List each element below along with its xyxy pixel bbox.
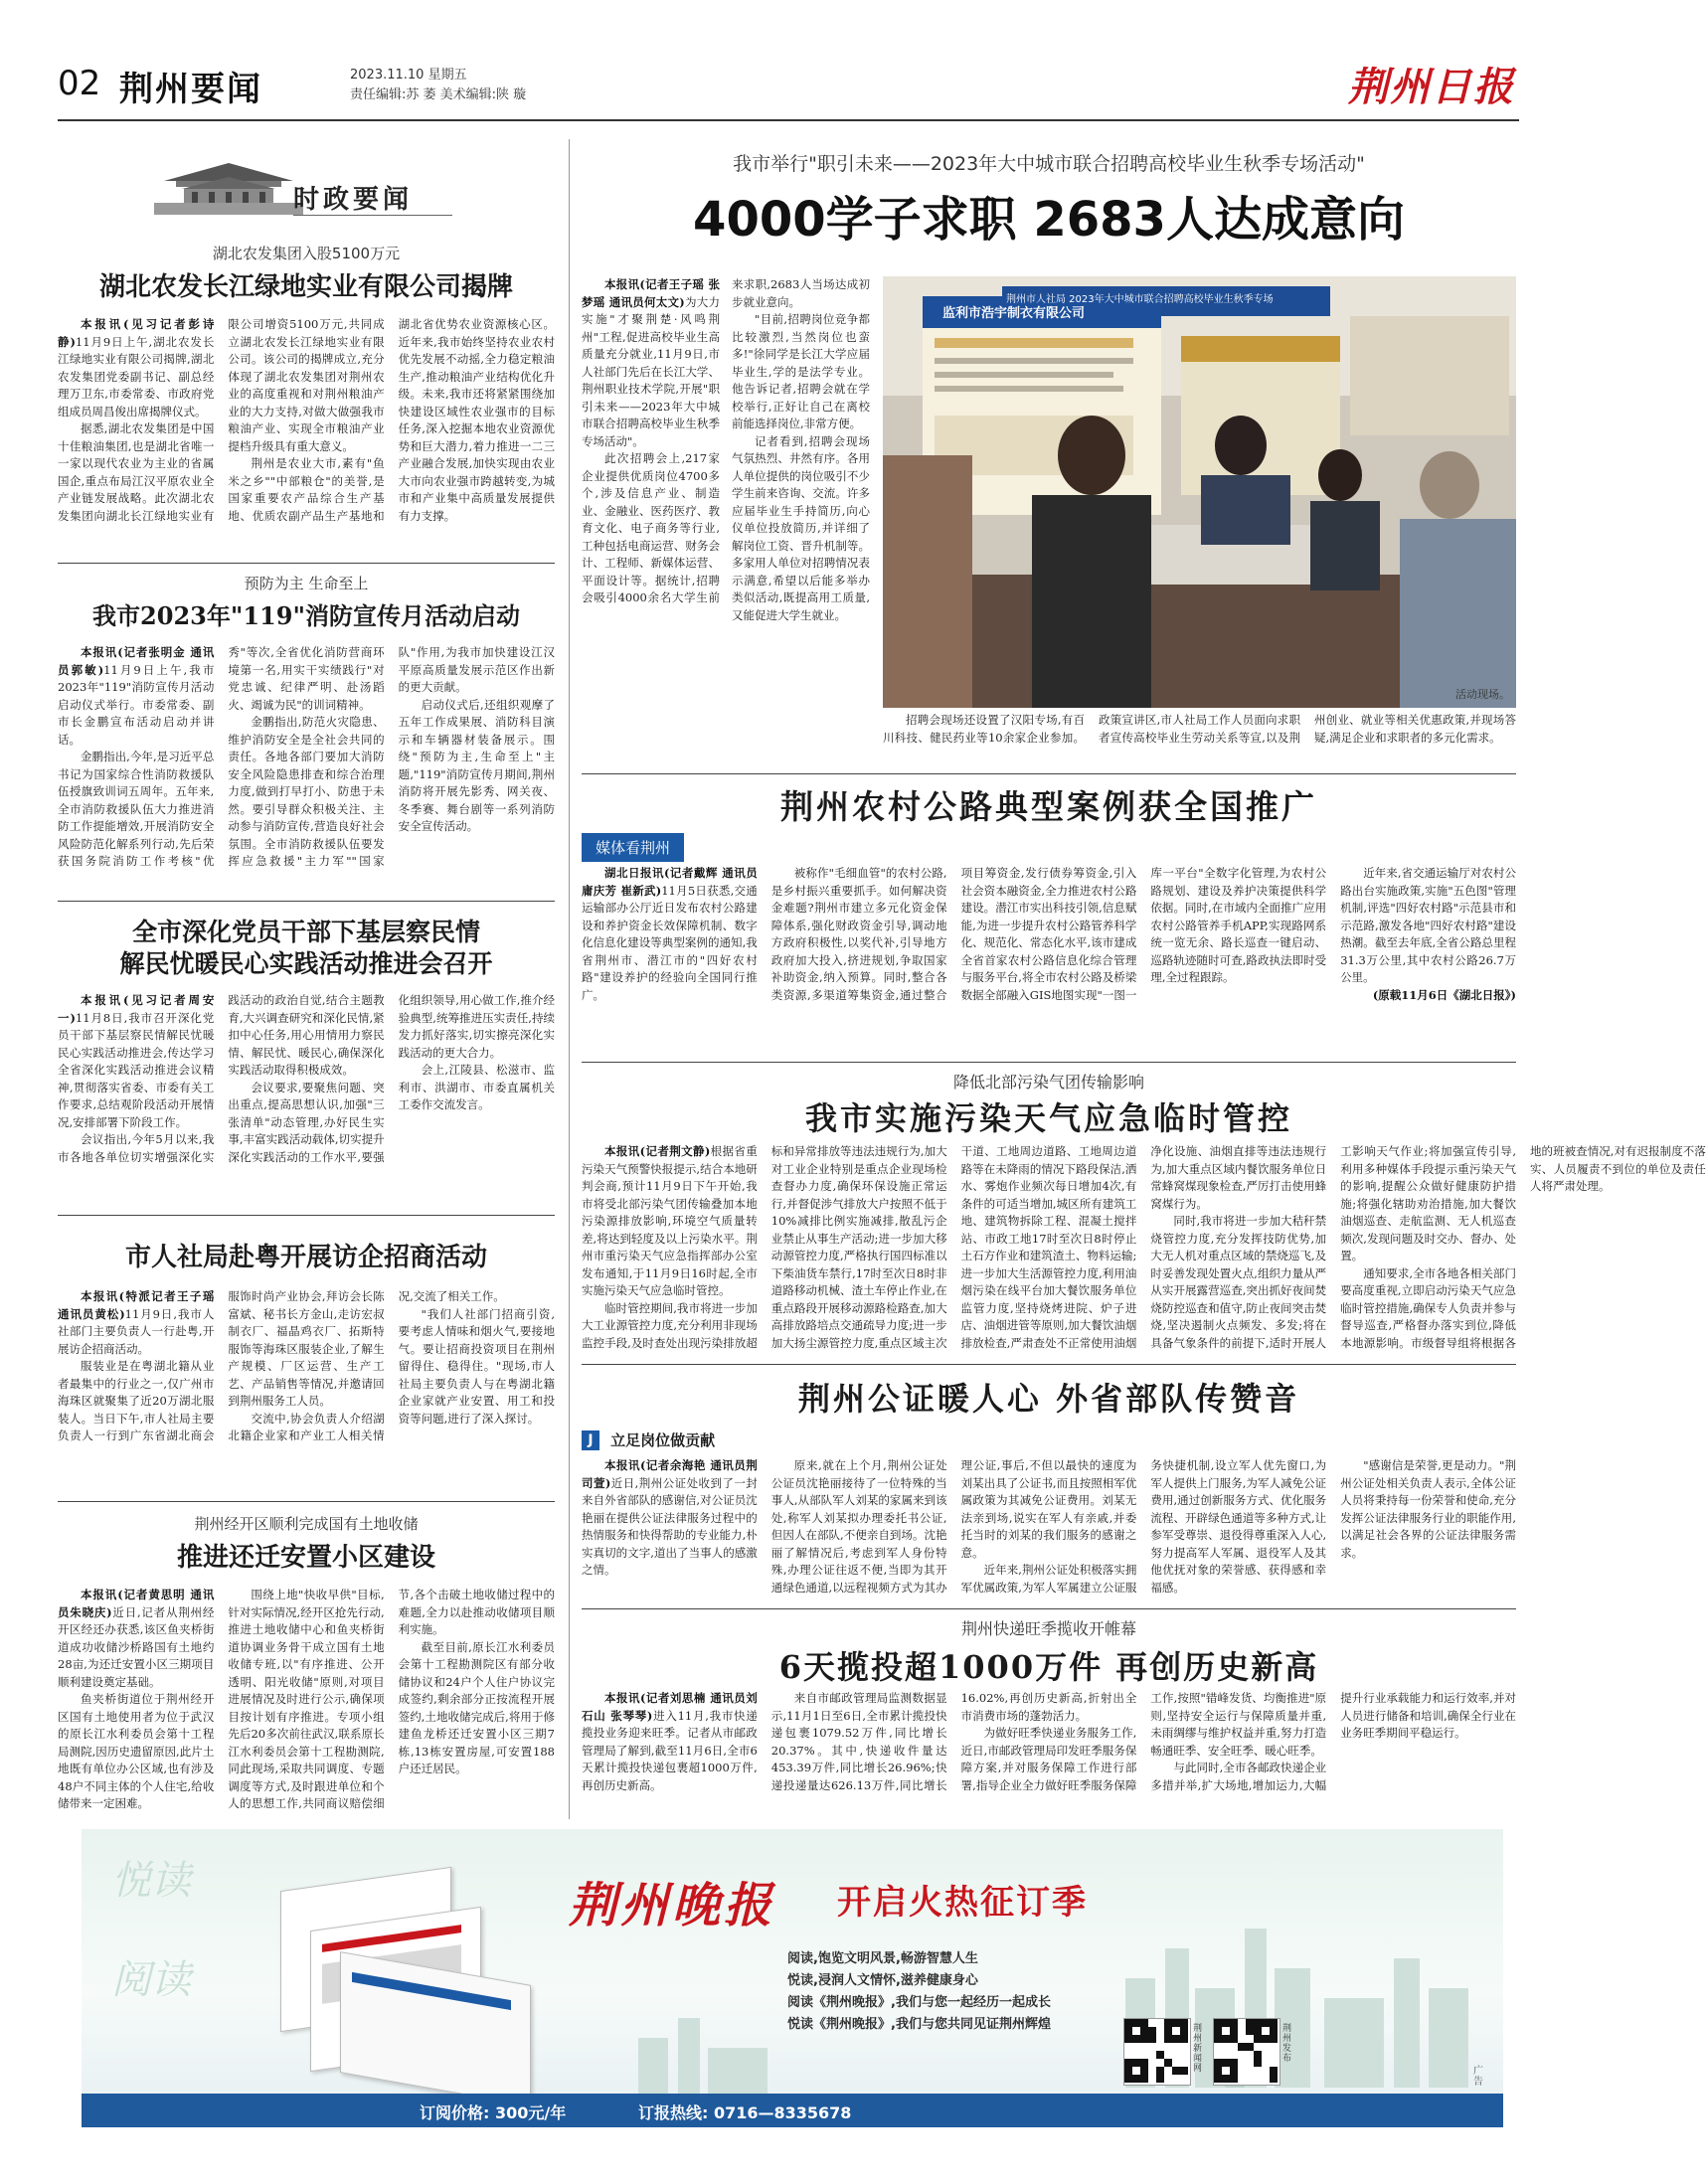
article10-lead: 本报讯(记者刘思楠 通讯员刘石山 张琴琴) bbox=[582, 1691, 758, 1723]
newspaper-stack-illustration bbox=[241, 1859, 539, 2088]
article3-para: 会议指出,今年5月以来,我市各地各单位切实增强深化实践活动的政治自觉,结合主题教育,大兴调查研究和深化民情,紧扣中心任务,用心用情用力察民情、解民忧、暖民心,确保深化实践活动取得积极成效。 bbox=[58, 993, 385, 1164]
article2-para: 金鹏指出,今年,是习近平总书记为国家综合性消防救援队伍授旗致训词五周年。五年来,全市消防救援队伍大力推进消防工作提能增效,开展消防安全风险防范化解系列行动,先后荣获国务院消防工作考核"优秀"等次,全省优化消防营商环境第一名,用实干实绩践行"对党忠诚、纪律严明、赴汤蹈火、竭诚为民"的训词精神。 bbox=[58, 645, 385, 868]
article10-kicker: 荆州快递旺季揽收开帷幕 bbox=[960, 1619, 1136, 1638]
article5-para: 鱼夹桥街道位于荆州经开区国有土地使用者为位于武汉的原长江水利委员会第十工程局测院,因历史遗留原因,此片土地既有单位办公区域,也有涉及48户不同主体的个人住宅,给收储带来一定困难。 bbox=[58, 1692, 215, 1810]
article2-headline: 我市2023年"119"消防宣传月活动启动 bbox=[92, 601, 520, 630]
article5-para: 围绕上地"快收早供"目标,针对实际情况,经开区抢先行动,推进土地收储中心和鱼夹桥街道协调业务骨干成立国有土地收储专班,以"有序推进、公开透明、阳光收储"原则,对项目进展情况及时进行公示,确保项目按计划有序推进。专项小组先后20多次前往武汉,联系原长江水利委员会第十工程勘测院,同此现场,采取共同调度、专题调度等方式,及时跟进单位和个人的思想工作,共同商议赔偿细节,各个击破土地收储过程中的难题,全力以赴推动收储项目顺利实施。 bbox=[228, 1588, 555, 1810]
article10-para: 与此同时,全市各邮政快递企业多措并举,扩大场地,增加运力,大幅提升行业承载能力和运行效率,并对人员进行储备和培训,确保全行业在业务旺季期间平稳运行。 bbox=[1150, 1691, 1516, 1792]
job-fair-photo bbox=[883, 276, 1516, 708]
article7-source: (原载11月6日《湖北日报》) bbox=[1372, 987, 1516, 1002]
qr-code-release bbox=[1213, 2018, 1280, 2086]
article6-para: "目前,招聘岗位竞争都比较激烈,当然岗位也蛮多!"徐同学是长江大学应届毕业生,学的是法学专业。他告诉记者,招聘会就在学校举行,正好让自己在离校前能选择岗位,非常方便。 bbox=[732, 312, 870, 430]
section-name: 荆州要闻 bbox=[119, 70, 262, 109]
page-number: 02 bbox=[58, 64, 101, 103]
ad-mark: 广告 bbox=[1473, 2066, 1483, 2088]
article4-para: 交流中,协会负责人介绍湖北籍企业家和产业工人相关情况,交流了相关工作。 bbox=[228, 1289, 505, 1442]
article3-body: 本报讯(见习记者周安一)11月8日,我市召开深化党员干部下基层察民情解民忧暖民心实践活动推进会,传达学习全省深化实践活动推进会议精神,贯彻落实省委、市委有关工作要求,总结观阶段活动开展情况,安排部署下阶段工作。 会议指出,今年5月以来,我市各地各单位切实增强深化实践活动的政治自觉,结合主题教育,大兴调查研究和深化民情,紧扣中心任务,用心用情用力察民情、解民忧、暖民心,确保深化实践活动取得积极成效。 会议要求,要聚焦问题、突出重点,提高思想认识,加强"三张清单"动态管理,办好民生实事,丰富实践活动载体,切实提升深化实践活动的工作水平,要强化组织领导,用心做工作,推介经验典型,统筹推进压实责任,持续发力抓好落实,切实擦亮深化实践活动的更大合力。 会上,江陵县、松滋市、监利市、洪湖市、市委直属机关工委作交流发言。 bbox=[58, 992, 555, 1203]
ad-brand-title: 荆州晚报 bbox=[569, 1878, 776, 1933]
qr-code-news bbox=[1123, 2018, 1191, 2086]
qr-label-news: 荆州新闻网 bbox=[1193, 2024, 1203, 2074]
article3-para: 会上,江陵县、松滋市、监利市、洪湖市、市委直属机关工委作交流发言。 bbox=[398, 1063, 555, 1111]
article9-headline: 荆州公证暖人心 外省部队传赞音 bbox=[797, 1380, 1300, 1418]
ad-slogan: 悦读,浸润人文情怀,滋养健康身心 bbox=[787, 1973, 978, 1988]
ad-slogans bbox=[787, 1948, 1051, 2036]
article2-para: 启动仪式后,还组织观摩了五年工作成果展、消防科目演示和车辆器材装备展示。围绕"预防为主,生命至上"主题,"119"消防宣传月期间,荆州消防将开展先影秀、网关夜、冬季赛、舞台剧等一系列消防安全宣传活动。 bbox=[398, 697, 555, 833]
issue-date: 2023.11.10 星期五 bbox=[350, 68, 467, 83]
article8-lead: 本报讯(记者荆文静) bbox=[604, 1144, 711, 1158]
ad-watermark: 悦读 bbox=[111, 1858, 191, 1904]
article6-body-bottom bbox=[883, 712, 1516, 765]
photo-banner-company: 监利市浩宇制衣有限公司 bbox=[942, 306, 1086, 321]
ad-bottom-bar bbox=[82, 2094, 1503, 2127]
article1-lead: 本报讯(见习记者彭诗静) bbox=[58, 317, 215, 349]
ad-hotline: 订报热线: 0716—8335678 bbox=[638, 2103, 852, 2122]
article7-para: 被称作"毛细血管"的农村公路,是乡村振兴重要抓手。如何解决资金难题?荆州市建立多元化资金保障体系,强化财政资金引导,调动地方政府积极性,以奖代补,引导地方政府加大投入,挤进规划,争取国家补助资金,纳入预算。同时,整合各类资源,多渠道筹集资金,通过整合项目筹资金,发行债券筹资金,引入社会资本融资金,全力推进农村公路建设。潜江市实出科技引领,信息赋能,为进一步提升农村公路管养科学化、规范化、常态化水平,该市建成全省首家农村公路信息化综合管理与服务平台,将全市农村公路及桥梁数据全部融入GIS地图实现"一图一库一平台"全数字化管理,为农村公路规划、建设及养护决策提供科学依据。同时,在市域内全面推广应用农村公路管养手机APP,实现路网系统一览无余、路长巡查一键启动、巡路轨迹随时可查,路政执法即时受理,全过程跟踪。 bbox=[770, 866, 1327, 1002]
article8-para: 临时管控期间,我市将进一步加大工业源管控力度,充分利用非现场监控手段,及时查处出现污染排放超标和异常排放等违法违规行为,加大对工业企业特别是重点企业现场检查督办力度,确保环保设施正常运行,并督促涉气排放大户按照不低于10%减排比例实施减排,散乱污企业禁止从事生产活动;进一步加大移动源管控力度,严格执行国四标准以下柴油货车禁行,17时至次日8时非道路移动机械、渣土车停止作业,在重点路段开展移动源路检路查,加大高排放路培点交通疏导力度;进一步加大扬尘源管控力度,重点区域主次干道、工地周边道路、工地周边道路等在未降雨的情况下路段保洁,洒水、雾炮作业频次每日增加4次,有条件的可适当增加,城区所有建筑工地、建筑物拆除工程、混凝土搅拌站、市政工地17时至次日8时停止土石方作业和建筑渣土、物料运输;进一步加大生活源管控力度,利用油烟污染在线平台加大餐饮服务单位监管力度,坚持烧烤进院、炉子进店、油烟进管等原则,加大餐饮油烟排放检查,严肃查处不正常使用油烟净化设施、油烟直排等违法违规行为,加大重点区域内餐饮服务单位日常蜂窝煤现象检查,严厉打击使用蜂窝煤行为。 bbox=[582, 1144, 1327, 1350]
article9-lead: 本报讯(记者余海艳 通讯员荆司萱) bbox=[582, 1458, 758, 1490]
article8-kicker: 降低北部污染气团传输影响 bbox=[952, 1073, 1144, 1092]
article1-headline: 湖北农发长江绿地实业有限公司揭牌 bbox=[98, 272, 513, 302]
article2-lead: 本报讯(记者张明金 通讯员郭敏) bbox=[58, 645, 215, 677]
tag-icon: J bbox=[582, 1430, 599, 1450]
article6-kicker: 我市举行"职引未来——2023年大中城市联合招聘高校毕业生秋季专场活动" bbox=[733, 153, 1365, 175]
article2-body: 本报讯(记者张明金 通讯员郭敏)11月9日上午,我市2023年"119"消防宣传月活动启动仪式举行。市委常委、副市长金鹏宣布活动启动并讲话。 金鹏指出,今年,是习近平总书记为国家综合性消防救援队伍授旗致训词五周年。五年来,全市消防救援队伍大力推进消防工作提能增效,开展消防安全风险防范化解系列行动,先后荣获国务院消防工作考核"优秀"等次,全省优化消防营商环境第一名,用实干实绩践行"对党忠诚、纪律严明、赴汤蹈火、竭诚为民"的训词精神。 金鹏指出,防范火灾隐患、维护消防安全是全社会共同的责任。各地各部门要加大消防安全风险隐患排查和综合治理力度,做到打早打小、防患于未然。要引导群众积极关注、主动参与消防宣传,营造良好社会氛围。全市消防救援队伍要发挥应急救援"主力军""国家队"作用,为我市加快建设江汉平原高质量发展示范区作出新的更大贡献。 启动仪式后,还组织观摩了五年工作成果展、消防科目演示和车辆器材装备展示。围绕"预防为主,生命至上"主题,"119"消防宣传月期间,荆州消防将开展先影秀、网关夜、冬季赛、舞台剧等一系列消防安全宣传活动。 bbox=[58, 644, 555, 891]
article5-body: 本报讯(记者黄思明 通讯员朱晓庆)近日,记者从荆州经开区经还办获悉,该区鱼夹桥街道成功收储沙桥路国有土地约28亩,为还迁安置小区三期项目顺利建设奠定基础。 鱼夹桥街道位于荆州经开区国有土地使用者为位于武汉的原长江水利委员会第十工程局测院,因历史遗留原因,此片土地既有单位办公区域,也有涉及48户不同主体的个人住宅,给收储带来一定困难。 围绕上地"快收早供"目标,针对实际情况,经开区抢先行动,推进土地收储中心和鱼夹桥街道协调业务骨干成立国有土地收储专班,以"有序推进、公开透明、阳光收储"原则,对项目进展情况及时进行公示,确保项目按计划有序推进。专项小组先后20多次前往武汉,联系原长江水利委员会第十工程勘测院,同此现场,采取共同调度、专题调度等方式,及时跟进单位和个人的思想工作,共同商议赔偿细节,各个击破土地收储过程中的难题,全力以赴推动收储项目顺利实施。 截至目前,原长江水利委员会第十工程勘测院区有部分收储协议和24户个人住户协议完成签约,剩余部分正按流程开展签约,土地收储完成后,将用于修建鱼龙桥还迁安置小区三期7栋,13栋安置房屋,可安置188户还迁居民。 bbox=[58, 1587, 555, 1817]
qr-code-icon bbox=[1124, 2019, 1188, 2083]
column-title: 时政要闻 bbox=[293, 185, 414, 215]
article8-para: 同时,我市将进一步加大秸秆禁烧管控力度,充分发挥技防优势,加大无人机对重点区域的禁烧巡飞,及时妥善发现处置火点,组织力量从严从实开展露营巡查,突出抓好夜间焚烧防控巡查和值守,防止夜间突击焚烧,坚决遏制火点频发、多发;将在具备气象条件的前提下,适时开展人工影响天气作业;将加强宣传引导,利用多种媒体手段提示重污染天气的影响,提醒公众做好健康防护措施;将强化辖助劝治措施,加大餐饮油烟巡查、走航监测、无人机巡查频次,发现问题及时交办、督办、处置。 bbox=[1150, 1144, 1516, 1350]
article10-para: 为做好旺季快递业务服务工作,近日,市邮政管理局印发旺季服务保障方案,并对服务保障工作进行部署,指导企业全力做好旺季服务保障工作,按照"错峰发货、均衡推进"原则,坚持安全运行与保障质量并重,未雨绸缪与维护权益并重,努力打造畅通旺季、安全旺季、暖心旺季。 bbox=[960, 1691, 1327, 1792]
article7-para: 近年来,省交通运输厅对农村公路出台实施政策,实施"五色图"管理机制,评选"四好农村路"示范县市和示范路,激发各地"四好农村路"建设热潮。截至去年底,全省公路总里程31.3万公里,其中农村公路26.7万公里。 bbox=[1340, 866, 1516, 984]
article6-para: 记者看到,招聘会现场气氛热烈、井然有序。各用人单位提供的岗位吸引不少学生前来咨询、交流。许多应届毕业生手持简历,向心仪单位投放简历,并详细了解岗位工资、晋升机制等。多家用人单位对招聘情况表示满意,希望以后能多举办类似活动,既提高用工质量,又能促进大学生就业。 bbox=[732, 433, 870, 622]
qr-code-icon bbox=[1214, 2019, 1278, 2083]
article6-lead: 本报讯(记者王子瑶 张梦瑶 通讯员何太文) bbox=[582, 277, 720, 309]
article6-body-top: 本报讯(记者王子瑶 张梦瑶 通讯员何太文)为大力实施"才聚荆楚·风鸣荆州"工程,促进高校毕业生高质量充分就业,11月9日,市人社部门先后在长江大学、荆州职业技术学院,开展"职引未来——2023年大中城市联合招聘高校毕业生秋季专场活动"。 此次招聘会上,217家企业提供优质岗位4700多个,涉及信息产业、制造业、金融业、医药医疗、教育文化、电子商务等行业,工种包括电商运营、财务会计、工程师、新媒体运营、平面设计等。据统计,招聘会吸引4000余名大学生前来求职,2683人当场达成初步就业意向。 "目前,招聘岗位竞争都比较激烈,当然岗位也蛮多!"徐同学是长江大学应届毕业生,学的是法学专业。他告诉记者,招聘会就在学校举行,正好让自己在离校前能选择岗位,非常方便。 记者看到,招聘会现场气氛热烈、井然有序。各用人单位提供的岗位吸引不少学生前来咨询、交流。许多应届毕业生手持简历,向心仪单位投放简历,并详细了解岗位工资、晋升机制等。多家用人单位对招聘情况表示满意,希望以后能多举办类似活动,既提高用工质量,又能促进大学生就业。 bbox=[582, 276, 870, 706]
article8-para: 通知要求,全市各地各相关部门要高度重视,立即启动污染天气应急临时管控措施,确保专人负责并参与督导巡查,严格督办落实到位,降低本地源影响。市级督导组将根据各地的班被查情况,对有迟报制度不落实、人员履责不到位的单位及责任人将严肃处理。 bbox=[1340, 1144, 1706, 1350]
job-fair-illustration bbox=[883, 276, 1516, 708]
article10-headline: 6天揽投超1000万件 再创历史新高 bbox=[778, 1648, 1319, 1686]
pavilion-icon bbox=[154, 159, 303, 217]
article3-para: 会议要求,要聚焦问题、突出重点,提高思想认识,加强"三张清单"动态管理,办好民生实事,丰富实践活动载体,切实提升深化实践活动的工作水平,要强化组织领导,用心做工作,推介经验典型,统筹推进压实责任,持续发力抓好落实,切实擦亮深化实践活动的更大合力。 bbox=[228, 993, 555, 1164]
article1-para: 据悉,湖北农发集团是中国十佳粮油集团,也是湖北省唯一一家以现代农业为主业的省属国企,重点布局江汉平原农业全产业链发展战略。此次湖北农发集团向湖北长江绿地实业有限公司增资5100万元,共同成立湖北农发长江绿地实业有限公司。该公司的揭牌成立,充分体现了湖北农发集团对荆州农业的高度重视和对荆州粮油产业的大力支持,对做大做强我市粮油产业、实现全市粮油产业提档升级具有重大意义。 bbox=[58, 317, 385, 523]
photo-caption: 活动现场。 bbox=[1455, 688, 1510, 701]
article9-body: 本报讯(记者余海艳 通讯员荆司萱)近日,荆州公证处收到了一封来自外省部队的感谢信,对公证员沈艳丽在提供公证法律服务过程中的热情服务和快得帮助的专业能力,朴实真切的文字,道出了当事人的感激之情。 原来,就在上个月,荆州公证处公证员沈艳丽接待了一位特殊的当事人,从部队军人刘某的家属来到该处,称军人刘某拟办理委托书公证,但因人在部队,不便亲自到场。沈艳丽了解情况后,考虑到军人身份特殊,办理公证往返不便,当即为其开通绿色通道,以远程视频方式为其办理公证,事后,不但以最快的速度为刘某出具了公证书,而且按照相军优属政策为其减免公证费用。刘某无法亲到场,说实在军人有亲戚,并委托当时的刘某的我们服务的感谢之意。 近年来,荆州公证处积极落实拥军优属政策,为军人军属建立公证服务快捷机制,设立军人优先窗口,为军人提供上门服务,为军人减免公证费用,通过创新服务方式、优化服务流程、开辟绿色通道等多种方式,让参军受尊崇、退役得尊重深入人心,努力提高军人军属、退役军人及其他优抚对象的荣誉感、获得感和幸福感。 "感谢信是荣誉,更是动力。"荆州公证处相关负责人表示,全体公证人员将秉持每一份荣誉和使命,充分发挥公证法律服务行业的职能作用,以满足社会各界的公证法律服务需求。 bbox=[582, 1457, 1516, 1600]
article5-kicker: 荆州经开区顺利完成国有土地收储 bbox=[194, 1515, 419, 1533]
article7-headline: 荆州农村公路典型案例获全国推广 bbox=[780, 787, 1317, 826]
subscription-ad bbox=[82, 1829, 1503, 2127]
article1-kicker: 湖北农发集团入股5100万元 bbox=[212, 245, 401, 262]
ad-slogan: 阅读,饱览文明风景,畅游智慧人生 bbox=[787, 1951, 978, 1966]
article5-lead: 本报讯(记者黄思明 通讯员朱晓庆) bbox=[58, 1588, 215, 1619]
article6-para: 招聘会现场还设置了汉阳专场,有百川科技、健民药业等10余家企业参加。政策宣讲区,市人社局工作人员面向求职者宣传高校毕业生劳动关系等宣,以及荆州创业、就业等相关优惠政策,并现场答疑,满足企业和求职者的多元化需求。 bbox=[883, 713, 1516, 745]
article5-para: 截至目前,原长江水利委员会第十工程勘测院区有部分收储协议和24户个人住户协议完成签约,剩余部分正按流程开展签约,土地收储完成后,将用于修建鱼龙桥还迁安置小区三期7栋,13栋安置房屋,可安置188户还迁居民。 bbox=[398, 1639, 555, 1775]
article6-para: 此次招聘会上,217家企业提供优质岗位4700多个,涉及信息产业、制造业、金融业、医药医疗、教育文化、电子商务等行业,工种包括电商运营、财务会计、工程师、新媒体运营、平面设计等。据统计,招聘会吸引4000余名大学生前来求职,2683人当场达成初步就业意向。 bbox=[582, 277, 870, 604]
article2-para: 金鹏指出,防范火灾隐患、维护消防安全是全社会共同的责任。各地各部门要加大消防安全风险隐患排查和综合治理力度,做到打早打小、防患于未然。要引导群众积极关注、主动参与消防宣传,营造良好社会氛围。全市消防救援队伍要发挥应急救援"主力军""国家队"作用,为我市加快建设江汉平原高质量发展示范区作出新的更大贡献。 bbox=[228, 645, 555, 868]
qr-label-release: 荆州发布 bbox=[1282, 2024, 1292, 2064]
article1-para: 荆州是农业大市,素有"鱼米之乡""中部粮仓"的美誉,是国家重要农产品综合生产基地、优质农副产品生产基地和湖北省优势农业资源核心区。近年来,我市始终坚持农业农村优先发展不动摇,全力稳定粮油生产,推动粮油产业结构优化升级。未来,我市还将紧紧围绕加快建设区域性农业强市的目标任务,深入挖掘本地农业资源优势和巨大潜力,着力推进一二三产业融合发展,加快实现由农业大市向农业强市跨越转变,为城市和产业集中高质量发展提供有力支撑。 bbox=[228, 317, 555, 523]
photo-banner-event: 荆州市人社局 2023年大中城市联合招聘高校毕业生秋季专场 bbox=[1006, 294, 1274, 305]
article7-body: 湖北日报讯(记者戴辉 通讯员庸庆芳 崔新武)11月5日获悉,交通运输部办公厅近日发布农村公路建设和养护资金长效保障机制、数字化信息化建设等典型案例的通知,我省荆州市、潜江市的"四好农村路"建设养护的经验向全国同行推广。 被称作"毛细血管"的农村公路,是乡村振兴重要抓手。如何解决资金难题?荆州市建立多元化资金保障体系,强化财政资金引导,调动地方政府积极性,以奖代补,引导地方政府加大投入,挤进规划,争取国家补助资金,纳入预算。同时,整合各类资源,多渠道筹集资金,通过整合项目筹资金,发行债券筹资金,引入社会资本融资金,全力推进农村公路建设。潜江市实出科技引领,信息赋能,为进一步提升农村公路管养科学化、规范化、常态化水平,该市建成全省首家农村公路信息化综合管理与服务平台,将全市农村公路及桥梁数据全部融入GIS地图实现"一图一库一平台"全数字化管理,为农村公路规划、建设及养护决策提供科学依据。同时,在市域内全面推广应用农村公路管养手机APP,实现路网系统一览无余、路长巡查一键启动、巡路轨迹随时可查,路政执法即时受理,全过程跟踪。 近年来,省交通运输厅对农村公路出台实施政策,实施"五色图"管理机制,评选"四好农村路"示范县市和示范路,激发各地"四好农村路"建设热潮。截至去年底,全省公路总里程31.3万公里,其中农村公路26.7万公里。 (原载11月6日《湖北日报》) bbox=[582, 865, 1516, 1054]
masthead bbox=[58, 50, 1519, 119]
article3-headline-1: 全市深化党员干部下基层察民情 bbox=[131, 918, 480, 946]
article9-para: "感谢信是荣誉,更是动力。"荆州公证处相关负责人表示,全体公证人员将秉持每一份荣誉和使命,充分发挥公证法律服务行业的职能作用,以满足社会各界的公证法律服务需求。 bbox=[1340, 1458, 1516, 1560]
ad-slogan: 悦读《荆州晚报》,我们与您共同见证荆州辉煌 bbox=[787, 2017, 1051, 2032]
article5-headline: 推进还迁安置小区建设 bbox=[176, 1543, 435, 1573]
article10-para: 来自市邮政管理局监测数据显示,11月1日至6日,全市累计揽投快递包裹1079.52万件,同比增长20.37%。其中,快递收件量达453.39万件,同比增长26.96%;快递投递量达626.13万件,同比增长16.02%,再创历史新高,折射出全市消费市场的蓬勃活力。 bbox=[770, 1691, 1137, 1792]
editors: 责任编辑:苏 萎 美术编辑:陕 璇 bbox=[350, 87, 527, 102]
ad-price: 订阅价格: 300元/年 bbox=[420, 2103, 567, 2122]
newspaper-logo: 荆州日报 bbox=[1348, 64, 1515, 110]
article4-para: "我们人社部门招商引资,要考虑人情味和烟火气,要接地气。要让招商投资项目在荆州留得住、稳得住。"现场,市人社局主要负责人与在粤湖北籍企业家就产业安置、用工和投资等问题,进行了深入探讨。 bbox=[398, 1306, 555, 1426]
ad-title-rest: 开启火热征订季 bbox=[837, 1883, 1088, 1923]
contribution-tag-label: 立足岗位做贡献 bbox=[610, 1431, 716, 1449]
article4-body: 本报讯(特派记者王子瑶 通讯员黄松)11月9日,我市人社部门主要负责人一行赴粤,开展访企招商活动。 服装业是在粤湖北籍从业者最集中的行业之一,仅广州市海珠区就聚集了近20万湖北服装人。当日下午,市人社局主要负责人一行到广东省湖北商会服饰时尚产业协会,拜访会长陈富斌、秘书长方金山,走访宏叔制衣厂、福晶鸡衣厂、拓斯特服饰等海珠区服装企业,了解生产规模、厂区运营、生产工艺、产品销售等情况,并邀请回到荆州服务工人员。 交流中,协会负责人介绍湖北籍企业家和产业工人相关情况,交流了相关工作。 "我们人社部门招商引资,要考虑人情味和烟火气,要接地气。要让招商投资项目在荆州留得住、稳得住。"现场,市人社局主要负责人与在粤湖北籍企业家就产业安置、用工和投资等问题,进行了深入探讨。 bbox=[58, 1288, 555, 1489]
article3-lead: 本报讯(见习记者周安一) bbox=[58, 993, 215, 1025]
article1-body: 本报讯(见习记者彭诗静)11月9日上午,湖北农发长江绿地实业有限公司揭牌,湖北农发集团党委副书记、副总经理万卫东,市委常委、市政府党组成员周昌俊出席揭牌仪式。 据悉,湖北农发集团是中国十佳粮油集团,也是湖北省唯一一家以现代农业为主业的省属国企,重点布局江汉平原农业全产业链发展战略。此次湖北农发集团向湖北长江绿地实业有限公司增资5100万元,共同成立湖北农发长江绿地实业有限公司。该公司的揭牌成立,充分体现了湖北农发集团对荆州农业的高度重视和对荆州粮油产业的大力支持,对做大做强我市粮油产业、实现全市粮油产业提档升级具有重大意义。 荆州是农业大市,素有"鱼米之乡""中部粮仓"的美誉,是国家重要农产品综合生产基地、优质农副产品生产基地和湖北省优势农业资源核心区。近年来,我市始终坚持农业农村优先发展不动摇,全力稳定粮油生产,推动粮油产业结构优化升级。未来,我市还将紧紧围绕加快建设区域性农业强市的目标任务,深入挖掘本地农业资源优势和巨大潜力,着力推进一二三产业融合发展,加快实现由农业大市向农业强市跨越转变,为城市和产业集中高质量发展提供有力支撑。 bbox=[58, 316, 555, 533]
contribution-tag bbox=[582, 1429, 715, 1450]
article6-headline: 4000学子求职 2683人达成意向 bbox=[693, 192, 1405, 248]
article3-headline-2: 解民忧暖民心实践活动推进会召开 bbox=[119, 949, 493, 978]
article10-body: 本报讯(记者刘思楠 通讯员刘石山 张琴琴)进入11月,我市快递揽投业务迎来旺季。记者从市邮政管理局了解到,截至11月6日,全市6天累计揽投快递包裹超1000万件,再创历史新高。 来自市邮政管理局监测数据显示,11月1日至6日,全市累计揽投快递包裹1079.52万件,同比增长20.37%。其中,快递收件量达453.39万件,同比增长26.96%;快递投递量达626.13万件,同比增长16.02%,再创历史新高,折射出全市消费市场的蓬勃活力。 为做好旺季快递业务服务工作,近日,市邮政管理局印发旺季服务保障方案,并对服务保障工作进行部署,指导企业全力做好旺季服务保障工作,按照"错峰发货、均衡推进"原则,坚持安全运行与保障质量并重,未雨绸缪与维护权益并重,努力打造畅通旺季、安全旺季、暖心旺季。 与此同时,全市各邮政快递企业多措并举,扩大场地,增加运力,大幅提升行业承载能力和运行效率,并对人员进行储备和培训,确保全行业在业务旺季期间平稳运行。 bbox=[582, 1690, 1516, 1815]
media-tag: 媒体看荆州 bbox=[582, 833, 684, 862]
article8-body: 本报讯(记者荆文静)根据省重污染天气预警快报提示,结合本地研判会商,预计11月9日下午开始,我市将受北部污染气团传输叠加本地污染源排放影响,环境空气质量转差,将达到轻度及以上污染水平。荆州市重污染天气应急指挥部办公室发布通知,于11月9日16时起,全市实施污染天气应急临时管控。 临时管控期间,我市将进一步加大工业源管控力度,充分利用非现场监控手段,及时查处出现污染排放超标和异常排放等违法违规行为,加大对工业企业特别是重点企业现场检查督办力度,确保环保设施正常运行,并督促涉气排放大户按照不低于10%减排比例实施减排,散乱污企业禁止从事生产活动;进一步加大移动源管控力度,严格执行国四标准以下柴油货车禁行,17时至次日8时非道路移动机械、渣土车停止作业,在重点路段开展移动源路检路查,加大高排放路培点交通疏导力度;进一步加大扬尘源管控力度,重点区域主次干道、工地周边道路、工地周边道路等在未降雨的情况下路段保洁,洒水、雾炮作业频次每日增加4次,有条件的可适当增加,城区所有建筑工地、建筑物拆除工程、混凝土搅拌站、市政工地17时至次日8时停止土石方作业和建筑渣土、物料运输;进一步加大生活源管控力度,利用油烟污染在线平台加大餐饮服务单位监管力度,坚持烧烤进院、炉子进店、油烟进管等原则,加大餐饮油烟排放检查,严肃查处不正常使用油烟净化设施、油烟直排等违法违规行为,加大重点区域内餐饮服务单位日常蜂窝煤现象检查,严厉打击使用蜂窝煤行为。 同时,我市将进一步加大秸秆禁烧管控力度,充分发挥技防优势,加大无人机对重点区域的禁烧巡飞,及时妥善发现处置火点,组织力量从严从实开展露营巡查,突出抓好夜间焚烧防控巡查和值守,防止夜间突击焚烧,坚决遏制火点频发、多发;将在具备气象条件的前提下,适时开展人工影响天气作业;将加强宣传引导,利用多种媒体手段提示重污染天气的影响,提醒公众做好健康防护措施;将强化辖助劝治措施,加大餐饮油烟巡查、走航监测、无人机巡查频次,发现问题及时交办、督办、处置。 通知要求,全市各地各相关部门要高度重视,立即启动污染天气应急临时管控措施,确保专人负责并参与督导巡查,严格督办落实到位,降低本地源影响。市级督导组将根据各地的班被查情况,对有迟报制度不落实、人员履责不到位的单位及责任人将严肃处理。 bbox=[582, 1143, 1516, 1358]
article2-kicker: 预防为主 生命至上 bbox=[244, 575, 369, 592]
article4-headline: 市人社局赴粤开展访企招商活动 bbox=[124, 1243, 487, 1272]
article9-para: 原来,就在上个月,荆州公证处公证员沈艳丽接待了一位特殊的当事人,从部队军人刘某的家属来到该处,称军人刘某拟办理委托书公证,但因人在部队,不便亲自到场。沈艳丽了解情况后,考虑到军人身份特殊,办理公证往返不便,当即为其开通绿色通道,以远程视频方式为其办理公证,事后,不但以最快的速度为刘某出具了公证书,而且按照相军优属政策为其减免公证费用。刘某无法亲到场,说实在军人有亲戚,并委托当时的刘某的我们服务的感谢之意。 bbox=[770, 1458, 1137, 1595]
ad-watermark: 阅读 bbox=[111, 1957, 191, 2003]
column-header bbox=[154, 159, 452, 219]
article8-headline: 我市实施污染天气应急临时管控 bbox=[804, 1099, 1292, 1137]
ad-slogan: 阅读《荆州晚报》,我们与您一起经历一起成长 bbox=[787, 1995, 1051, 2010]
article9-para: 近年来,荆州公证处积极落实拥军优属政策,为军人军属建立公证服务快捷机制,设立军人优先窗口,为军人提供上门服务,为军人减免公证费用,通过创新服务方式、优化服务流程、开辟绿色通道等多种方式,让参军受尊崇、退役得尊重深入人心,努力提高军人军属、退役军人及其他优抚对象的荣誉感、获得感和幸福感。 bbox=[960, 1458, 1327, 1595]
article4-lead: 本报讯(特派记者王子瑶 通讯员黄松) bbox=[58, 1289, 215, 1321]
article7-lead: 湖北日报讯(记者戴辉 通讯员庸庆芳 崔新武) bbox=[582, 866, 758, 898]
article4-para: 服装业是在粤湖北籍从业者最集中的行业之一,仅广州市海珠区就聚集了近20万湖北服装人。当日下午,市人社局主要负责人一行到广东省湖北商会服饰时尚产业协会,拜访会长陈富斌、秘书长方金山,走访宏叔制衣厂、福晶鸡衣厂、拓斯特服饰等海珠区服装企业,了解生产规模、厂区运营、生产工艺、产品销售等情况,并邀请回到荆州服务工人员。 bbox=[58, 1289, 385, 1442]
